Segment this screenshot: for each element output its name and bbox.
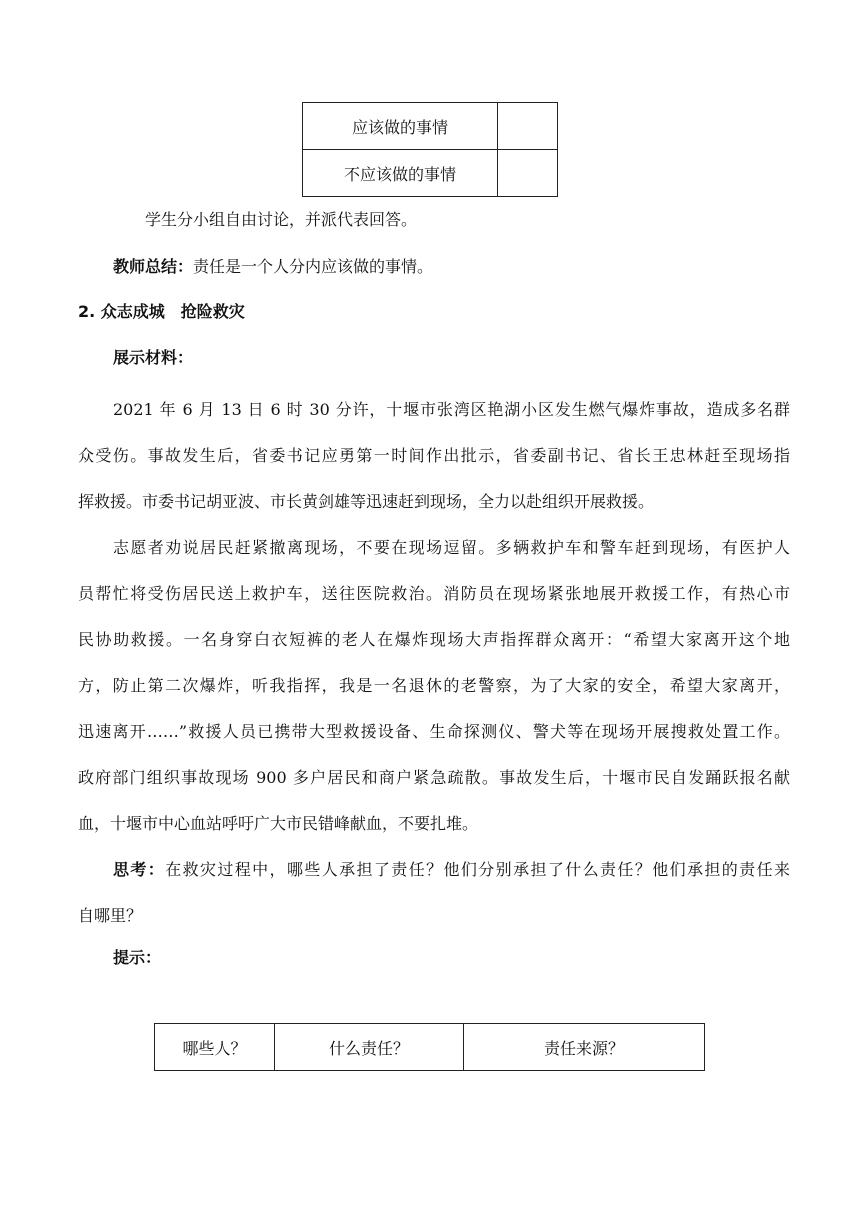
paragraph-line: 2021 年 6 月 13 日 6 时 30 分许，十堰市张湾区艳湖小区发生燃气爆炸事故，造成多名群 xyxy=(113,400,790,419)
responsibility-table xyxy=(154,1023,705,1071)
table-cell-value xyxy=(498,150,558,197)
summary-text: 责任是一个人分内应该做的事情。 xyxy=(193,257,434,276)
summary-label: 教师总结： xyxy=(113,257,194,276)
paragraph-line: 众受伤。事故发生后，省委书记应勇第一时间作出批示，省委副书记、省长王忠林赶至现场指 xyxy=(78,446,790,465)
material-label: 展示材料： xyxy=(113,348,194,367)
paragraph-line: 挥救援。市委书记胡亚波、市长黄剑雄等迅速赶到现场，全力以赴组织开展救援。 xyxy=(78,492,655,511)
paragraph-line: 血，十堰市中心血站呼吁广大市民错峰献血，不要扎堆。 xyxy=(78,814,479,833)
teacher-summary xyxy=(113,259,823,275)
paragraph-line: 政府部门组织事故现场 900 多户居民和商户紧急疏散。事故发生后，十堰市民自发踊跃报名献 xyxy=(78,768,790,787)
think-label: 思考： xyxy=(113,860,166,879)
think-question xyxy=(113,857,790,880)
column-header: 责任来源？ xyxy=(464,1024,705,1071)
column-header: 什么责任？ xyxy=(275,1024,464,1071)
table-header-row xyxy=(155,1024,705,1071)
think-question-cont: 自哪里？ xyxy=(78,906,143,925)
duty-table xyxy=(302,102,558,197)
table-row xyxy=(303,103,558,150)
section-heading xyxy=(78,304,788,320)
table-row xyxy=(303,150,558,197)
paragraph-line: 迅速离开……”救援人员已携带大型救援设备、生命探测仪、警犬等在现场开展搜救处置工作。 xyxy=(78,722,790,741)
paragraph-line: 民协助救援。一名身穿白衣短裤的老人在爆炸现场大声指挥群众离开：“希望大家离开这个地 xyxy=(78,630,790,649)
table-cell-value xyxy=(498,103,558,150)
section-title: 众志成城 抢险救灾 xyxy=(100,302,245,321)
think-text: 在救灾过程中，哪些人承担了责任？他们分别承担了什么责任？他们承担的责任来 xyxy=(165,860,790,879)
table-cell-label: 应该做的事情 xyxy=(303,103,498,150)
paragraph-line: 员帮忙将受伤居民送上救护车，送往医院救治。消防员在现场紧张地展开救援工作，有热心市 xyxy=(78,584,790,603)
column-header: 哪些人？ xyxy=(155,1024,275,1071)
section-number: 2. xyxy=(78,302,96,321)
table-cell-label: 不应该做的事情 xyxy=(303,150,498,197)
paragraph-line: 志愿者劝说居民赶紧撤离现场，不要在现场逗留。多辆救护车和警车赶到现场，有医护人 xyxy=(113,538,790,557)
paragraph-line: 方，防止第二次爆炸，听我指挥，我是一名退休的老警察，为了大家的安全，希望大家离开， xyxy=(78,676,790,695)
hint-label: 提示： xyxy=(113,948,162,967)
discussion-text: 学生分小组自由讨论，并派代表回答。 xyxy=(145,210,418,229)
